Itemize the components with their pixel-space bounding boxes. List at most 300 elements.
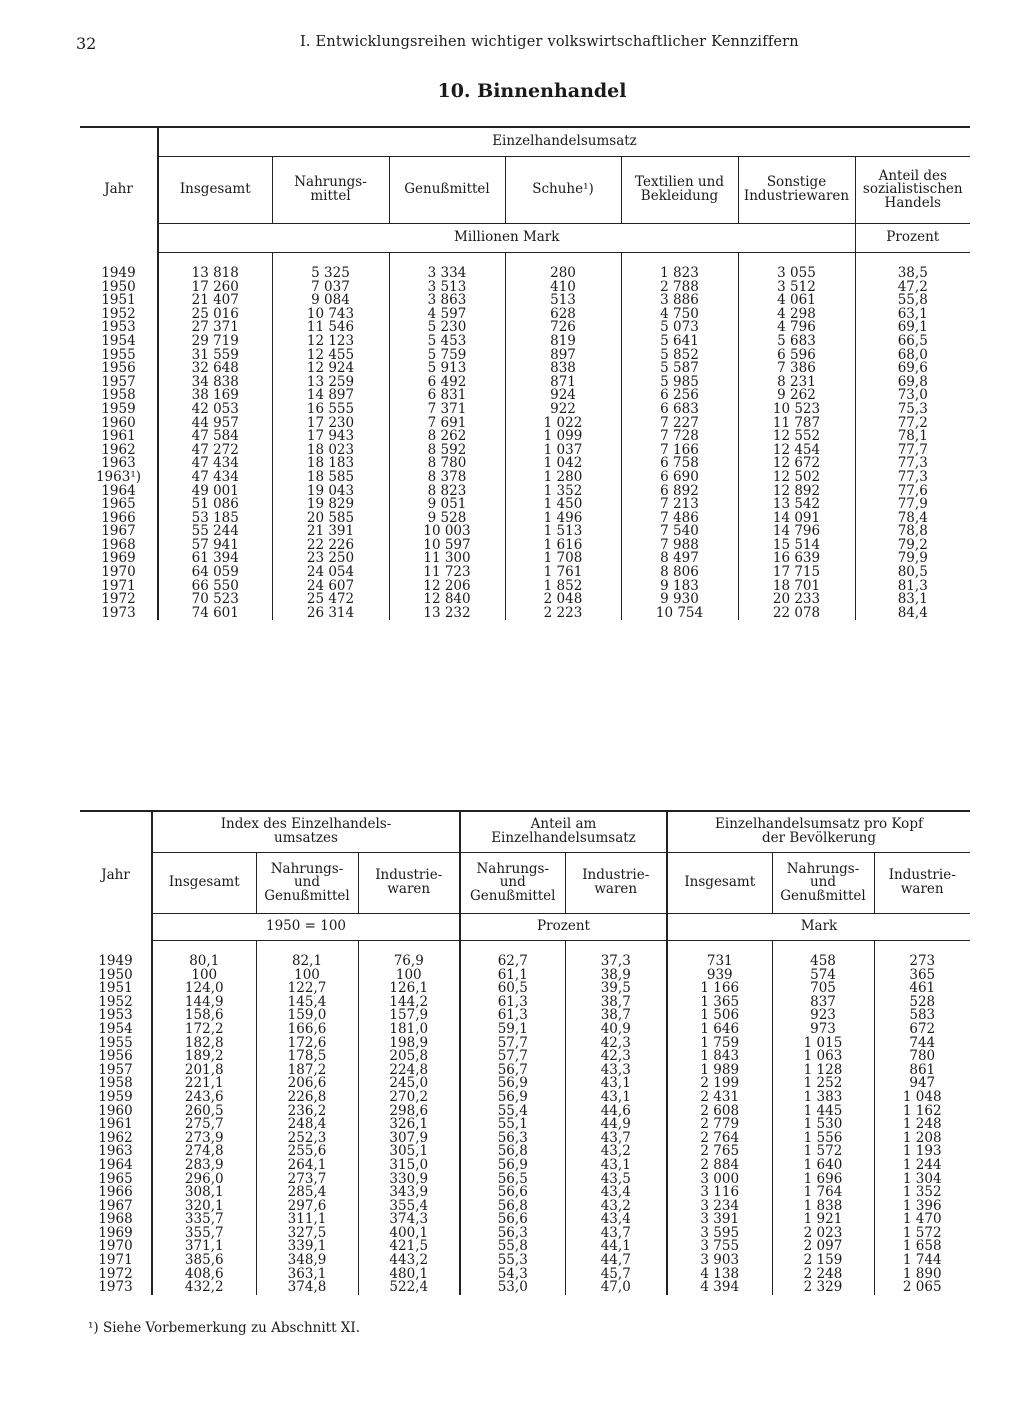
value-cell: 55 244 (158, 525, 272, 539)
value-cell: 11 546 (272, 321, 389, 335)
value-cell: 29 719 (158, 335, 272, 349)
value-cell: 7 227 (621, 417, 738, 431)
value-cell: 172,6 (256, 1037, 358, 1051)
value-cell: 3 116 (667, 1186, 772, 1200)
value-cell: 77,7 (855, 444, 970, 458)
year-cell: 1968 (98, 1211, 133, 1228)
value-cell: 8 780 (389, 457, 505, 471)
column-header: Nahrungs- mittel (272, 157, 389, 224)
value-cell: 343,9 (358, 1186, 460, 1200)
value-cell: 78,8 (855, 525, 970, 539)
value-cell: 1 696 (772, 1173, 874, 1187)
column-header: Textilien und Bekleidung (621, 157, 738, 224)
value-cell: 69,1 (855, 321, 970, 335)
value-cell: 1 989 (667, 1064, 772, 1078)
value-cell: 308,1 (152, 1186, 256, 1200)
value-cell: 56,6 (460, 1186, 565, 1200)
value-cell: 56,3 (460, 1132, 565, 1146)
value-cell: 55,8 (460, 1240, 565, 1254)
value-cell: 7 691 (389, 417, 505, 431)
value-cell: 9 051 (389, 498, 505, 512)
value-cell: 3 512 (738, 281, 855, 295)
year-cell: 1954 (101, 332, 136, 349)
value-cell: 7 486 (621, 512, 738, 526)
value-cell: 38,9 (565, 969, 667, 983)
year-cell: 1967 (98, 1197, 133, 1214)
value-cell: 75,3 (855, 403, 970, 417)
value-cell: 7 213 (621, 498, 738, 512)
value-cell: 47 584 (158, 430, 272, 444)
value-cell: 13 818 (158, 253, 272, 281)
value-cell: 8 497 (621, 552, 738, 566)
value-cell: 1 708 (505, 552, 621, 566)
value-cell: 273,7 (256, 1173, 358, 1187)
value-cell: 726 (505, 321, 621, 335)
value-cell: 2 023 (772, 1227, 874, 1241)
value-cell: 335,7 (152, 1213, 256, 1227)
value-cell: 18 183 (272, 457, 389, 471)
value-cell: 47,0 (565, 1281, 667, 1295)
value-cell: 8 231 (738, 376, 855, 390)
table-row (80, 941, 970, 969)
value-cell: 897 (505, 349, 621, 363)
value-cell: 363,1 (256, 1268, 358, 1282)
value-cell: 248,4 (256, 1118, 358, 1132)
value-cell: 23 250 (272, 552, 389, 566)
value-cell: 283,9 (152, 1159, 256, 1173)
value-cell: 7 166 (621, 444, 738, 458)
year-cell: 1971 (101, 577, 136, 594)
value-cell: 21 391 (272, 525, 389, 539)
group-header-percap: Einzelhandelsumsatz pro Kopf der Bevölkerung (667, 811, 970, 853)
value-cell: 947 (874, 1077, 970, 1091)
value-cell: 443,2 (358, 1254, 460, 1268)
year-cell: 1956 (98, 1048, 133, 1065)
value-cell: 43,4 (565, 1213, 667, 1227)
retail-turnover-table (80, 126, 970, 620)
value-cell: 2 608 (667, 1105, 772, 1119)
value-cell: 56,9 (460, 1159, 565, 1173)
value-cell: 25 472 (272, 593, 389, 607)
value-cell: 27 371 (158, 321, 272, 335)
value-cell: 57,7 (460, 1037, 565, 1051)
value-cell: 145,4 (256, 996, 358, 1010)
value-cell: 7 540 (621, 525, 738, 539)
value-cell: 385,6 (152, 1254, 256, 1268)
value-cell: 38 169 (158, 389, 272, 403)
value-cell: 6 892 (621, 485, 738, 499)
year-cell: 1950 (98, 966, 133, 983)
value-cell: 56,3 (460, 1227, 565, 1241)
year-cell: 1952 (98, 993, 133, 1010)
value-cell: 43,7 (565, 1132, 667, 1146)
year-cell: 1957 (98, 1061, 133, 1078)
value-cell: 3 391 (667, 1213, 772, 1227)
value-cell: 432,2 (152, 1281, 256, 1295)
value-cell: 8 592 (389, 444, 505, 458)
value-cell: 780 (874, 1050, 970, 1064)
value-cell: 327,5 (256, 1227, 358, 1241)
value-cell: 6 690 (621, 471, 738, 485)
value-cell: 47 272 (158, 444, 272, 458)
value-cell: 4 061 (738, 294, 855, 308)
value-cell: 34 838 (158, 376, 272, 390)
value-cell: 4 597 (389, 308, 505, 322)
page-number: 32 (76, 34, 97, 53)
column-header: Genußmittel (389, 157, 505, 224)
value-cell: 37,3 (565, 941, 667, 969)
value-cell: 1 506 (667, 1009, 772, 1023)
value-cell: 3 903 (667, 1254, 772, 1268)
value-cell: 76,9 (358, 941, 460, 969)
value-cell: 44,7 (565, 1254, 667, 1268)
value-cell: 1 208 (874, 1132, 970, 1146)
value-cell: 56,7 (460, 1064, 565, 1078)
value-cell: 10 597 (389, 539, 505, 553)
value-cell: 298,6 (358, 1105, 460, 1119)
value-cell: 14 897 (272, 389, 389, 403)
value-cell: 5 230 (389, 321, 505, 335)
value-cell: 56,5 (460, 1173, 565, 1187)
value-cell: 1 823 (621, 253, 738, 281)
value-cell: 206,6 (256, 1077, 358, 1091)
value-cell: 2 065 (874, 1281, 970, 1295)
value-cell: 2 765 (667, 1145, 772, 1159)
value-cell: 574 (772, 969, 874, 983)
value-cell: 17 715 (738, 566, 855, 580)
value-cell: 17 230 (272, 417, 389, 431)
value-cell: 43,3 (565, 1064, 667, 1078)
value-cell: 181,0 (358, 1023, 460, 1037)
value-cell: 6 683 (621, 403, 738, 417)
value-cell: 305,1 (358, 1145, 460, 1159)
value-cell: 45,7 (565, 1268, 667, 1282)
value-cell: 189,2 (152, 1050, 256, 1064)
year-cell: 1957 (101, 373, 136, 390)
column-header: Anteil des sozialistischen Handels (855, 157, 970, 224)
value-cell: 43,1 (565, 1077, 667, 1091)
value-cell: 26 314 (272, 607, 389, 621)
value-cell: 1 764 (772, 1186, 874, 1200)
value-cell: 61,3 (460, 1009, 565, 1023)
footnote: ¹) Siehe Vorbemerkung zu Abschnitt XI. (88, 1320, 361, 1336)
value-cell: 1 248 (874, 1118, 970, 1132)
value-cell: 7 728 (621, 430, 738, 444)
value-cell: 522,4 (358, 1281, 460, 1295)
year-cell: 1949 (101, 264, 136, 281)
value-cell: 18 701 (738, 580, 855, 594)
year-cell: 1969 (101, 550, 136, 567)
value-cell: 81,3 (855, 580, 970, 594)
value-cell: 42,3 (565, 1037, 667, 1051)
value-cell: 12 892 (738, 485, 855, 499)
column-header: Industrie- waren (874, 853, 970, 914)
value-cell: 80,1 (152, 941, 256, 969)
value-cell: 69,6 (855, 362, 970, 376)
retail-index-table (80, 810, 970, 1295)
value-cell: 1 396 (874, 1200, 970, 1214)
value-cell: 51 086 (158, 498, 272, 512)
value-cell: 371,1 (152, 1240, 256, 1254)
value-cell: 628 (505, 308, 621, 322)
year-cell: 1962 (101, 441, 136, 458)
value-cell: 410 (505, 281, 621, 295)
value-cell: 6 831 (389, 389, 505, 403)
value-cell: 5 587 (621, 362, 738, 376)
value-cell: 245,0 (358, 1077, 460, 1091)
value-cell: 1 252 (772, 1077, 874, 1091)
year-cell: 1959 (98, 1088, 133, 1105)
value-cell: 5 913 (389, 362, 505, 376)
value-cell: 1 383 (772, 1091, 874, 1105)
value-cell: 77,6 (855, 485, 970, 499)
value-cell: 6 256 (621, 389, 738, 403)
value-cell: 8 262 (389, 430, 505, 444)
value-cell: 12 123 (272, 335, 389, 349)
year-cell: 1966 (101, 509, 136, 526)
value-cell: 3 334 (389, 253, 505, 281)
value-cell: 315,0 (358, 1159, 460, 1173)
year-cell: 1970 (101, 564, 136, 581)
value-cell: 144,2 (358, 996, 460, 1010)
value-cell: 38,7 (565, 1009, 667, 1023)
value-cell: 1 022 (505, 417, 621, 431)
value-cell: 79,9 (855, 552, 970, 566)
value-cell: 2 223 (505, 607, 621, 621)
value-cell: 924 (505, 389, 621, 403)
value-cell: 69,8 (855, 376, 970, 390)
value-cell: 9 930 (621, 593, 738, 607)
value-cell: 78,1 (855, 430, 970, 444)
value-cell: 9 084 (272, 294, 389, 308)
value-cell: 5 683 (738, 335, 855, 349)
value-cell: 43,2 (565, 1200, 667, 1214)
value-cell: 18 585 (272, 471, 389, 485)
value-cell: 15 514 (738, 539, 855, 553)
column-header: Schuhe¹) (505, 157, 621, 224)
value-cell: 100 (358, 969, 460, 983)
value-cell: 16 555 (272, 403, 389, 417)
value-cell: 923 (772, 1009, 874, 1023)
value-cell: 11 787 (738, 417, 855, 431)
value-cell: 1 099 (505, 430, 621, 444)
value-cell: 56,8 (460, 1200, 565, 1214)
value-cell: 4 138 (667, 1268, 772, 1282)
value-cell: 285,4 (256, 1186, 358, 1200)
value-cell: 84,4 (855, 607, 970, 621)
value-cell: 528 (874, 996, 970, 1010)
value-cell: 1 304 (874, 1173, 970, 1187)
value-cell: 100 (152, 969, 256, 983)
value-cell: 355,7 (152, 1227, 256, 1241)
year-cell: 1963¹) (95, 468, 142, 485)
value-cell: 126,1 (358, 982, 460, 996)
value-cell: 77,9 (855, 498, 970, 512)
value-cell: 39,5 (565, 982, 667, 996)
value-cell: 400,1 (358, 1227, 460, 1241)
value-cell: 421,5 (358, 1240, 460, 1254)
unit-millionen-mark: Millionen Mark (158, 224, 855, 253)
value-cell: 42,3 (565, 1050, 667, 1064)
year-cell: 1949 (98, 952, 133, 969)
value-cell: 24 054 (272, 566, 389, 580)
value-cell: 236,2 (256, 1105, 358, 1119)
value-cell: 44,1 (565, 1240, 667, 1254)
value-cell: 13 542 (738, 498, 855, 512)
year-cell: 1953 (98, 1007, 133, 1024)
value-cell: 32 648 (158, 362, 272, 376)
value-cell: 1 470 (874, 1213, 970, 1227)
value-cell: 861 (874, 1064, 970, 1078)
value-cell: 3 595 (667, 1227, 772, 1241)
year-cell: 1967 (101, 523, 136, 540)
value-cell: 1 015 (772, 1037, 874, 1051)
year-cell: 1960 (98, 1102, 133, 1119)
value-cell: 348,9 (256, 1254, 358, 1268)
year-cell: 1959 (101, 400, 136, 417)
year-cell: 1964 (98, 1156, 133, 1173)
value-cell: 5 073 (621, 321, 738, 335)
value-cell: 11 300 (389, 552, 505, 566)
value-cell: 9 183 (621, 580, 738, 594)
value-cell: 1 640 (772, 1159, 874, 1173)
value-cell: 38,5 (855, 253, 970, 281)
value-cell: 64 059 (158, 566, 272, 580)
value-cell: 5 641 (621, 335, 738, 349)
value-cell: 275,7 (152, 1118, 256, 1132)
value-cell: 274,8 (152, 1145, 256, 1159)
value-cell: 124,0 (152, 982, 256, 996)
column-header: Nahrungs- und Genußmittel (256, 853, 358, 914)
value-cell: 2 199 (667, 1077, 772, 1091)
value-cell: 43,2 (565, 1145, 667, 1159)
value-cell: 43,1 (565, 1091, 667, 1105)
value-cell: 61,1 (460, 969, 565, 983)
value-cell: 4 750 (621, 308, 738, 322)
value-cell: 2 248 (772, 1268, 874, 1282)
value-cell: 20 233 (738, 593, 855, 607)
value-cell: 100 (256, 969, 358, 983)
value-cell: 264,1 (256, 1159, 358, 1173)
value-cell: 43,1 (565, 1159, 667, 1173)
value-cell: 59,1 (460, 1023, 565, 1037)
value-cell: 60,5 (460, 982, 565, 996)
year-cell: 1958 (101, 387, 136, 404)
value-cell: 9 262 (738, 389, 855, 403)
value-cell: 57,7 (460, 1050, 565, 1064)
unit-prozent: Prozent (855, 224, 970, 253)
value-cell: 1 445 (772, 1105, 874, 1119)
group-header-share: Anteil am Einzelhandelsumsatz (460, 811, 667, 853)
value-cell: 1 921 (772, 1213, 874, 1227)
value-cell: 54,3 (460, 1268, 565, 1282)
value-cell: 7 371 (389, 403, 505, 417)
value-cell: 8 806 (621, 566, 738, 580)
value-cell: 47 434 (158, 457, 272, 471)
value-cell: 56,9 (460, 1091, 565, 1105)
value-cell: 5 985 (621, 376, 738, 390)
value-cell: 297,6 (256, 1200, 358, 1214)
value-cell: 82,1 (256, 941, 358, 969)
value-cell: 1 128 (772, 1064, 874, 1078)
value-cell: 10 754 (621, 607, 738, 621)
year-cell: 1973 (98, 1279, 133, 1296)
value-cell: 1 838 (772, 1200, 874, 1214)
value-cell: 705 (772, 982, 874, 996)
value-cell: 55,4 (460, 1105, 565, 1119)
value-cell: 61,3 (460, 996, 565, 1010)
value-cell: 56,6 (460, 1213, 565, 1227)
value-cell: 922 (505, 403, 621, 417)
value-cell: 5 453 (389, 335, 505, 349)
value-cell: 205,8 (358, 1050, 460, 1064)
value-cell: 22 078 (738, 607, 855, 621)
value-cell: 8 378 (389, 471, 505, 485)
year-cell: 1973 (101, 604, 136, 621)
value-cell: 12 672 (738, 457, 855, 471)
value-cell: 10 743 (272, 308, 389, 322)
year-cell: 1966 (98, 1184, 133, 1201)
value-cell: 77,3 (855, 457, 970, 471)
year-header: Jahr (80, 811, 152, 941)
value-cell: 10 003 (389, 525, 505, 539)
value-cell: 62,7 (460, 941, 565, 969)
value-cell: 80,5 (855, 566, 970, 580)
column-header: Insgesamt (152, 853, 256, 914)
value-cell: 255,6 (256, 1145, 358, 1159)
year-cell: 1972 (98, 1265, 133, 1282)
value-cell: 330,9 (358, 1173, 460, 1187)
value-cell: 5 759 (389, 349, 505, 363)
value-cell: 53 185 (158, 512, 272, 526)
value-cell: 1 048 (874, 1091, 970, 1105)
column-header: Sonstige Industriewaren (738, 157, 855, 224)
value-cell: 49 001 (158, 485, 272, 499)
column-header: Insgesamt (158, 157, 272, 224)
year-cell: 1963 (98, 1143, 133, 1160)
value-cell: 744 (874, 1037, 970, 1051)
value-cell: 1 352 (505, 485, 621, 499)
column-header: Nahrungs- und Genußmittel (772, 853, 874, 914)
value-cell: 53,0 (460, 1281, 565, 1295)
value-cell: 77,3 (855, 471, 970, 485)
year-cell: 1952 (101, 305, 136, 322)
unit-index: 1950 = 100 (152, 914, 460, 941)
group-header-index: Index des Einzelhandels- umsatzes (152, 811, 460, 853)
value-cell: 3 886 (621, 294, 738, 308)
column-header: Nahrungs- und Genußmittel (460, 853, 565, 914)
value-cell: 166,6 (256, 1023, 358, 1037)
value-cell: 226,8 (256, 1091, 358, 1105)
value-cell: 270,2 (358, 1091, 460, 1105)
value-cell: 273 (874, 941, 970, 969)
value-cell: 1 572 (874, 1227, 970, 1241)
value-cell: 43,4 (565, 1186, 667, 1200)
value-cell: 6 758 (621, 457, 738, 471)
value-cell: 3 000 (667, 1173, 772, 1187)
value-cell: 159,0 (256, 1009, 358, 1023)
value-cell: 939 (667, 969, 772, 983)
value-cell: 374,8 (256, 1281, 358, 1295)
value-cell: 44,6 (565, 1105, 667, 1119)
year-cell: 1960 (101, 414, 136, 431)
value-cell: 3 755 (667, 1240, 772, 1254)
year-cell: 1953 (101, 319, 136, 336)
value-cell: 2 779 (667, 1118, 772, 1132)
value-cell: 4 796 (738, 321, 855, 335)
value-cell: 172,2 (152, 1023, 256, 1037)
value-cell: 1 280 (505, 471, 621, 485)
